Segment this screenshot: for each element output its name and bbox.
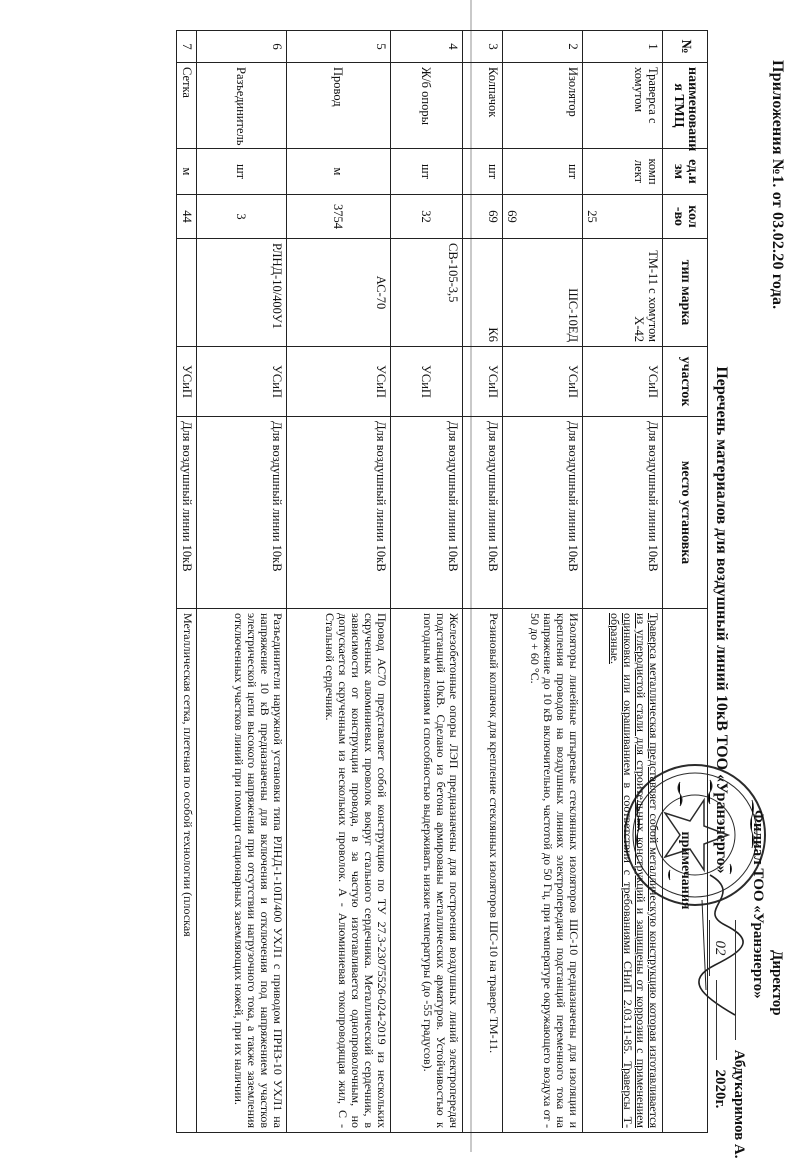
row-name: Ж/б опоры xyxy=(391,63,463,149)
row-unit: шт xyxy=(391,149,463,195)
row-name: Траверса с хомутом xyxy=(583,63,663,149)
row-mark: ТМ-11 с хомутом Х-42 xyxy=(583,239,663,347)
row-site: УСиП xyxy=(391,347,463,417)
row-note: Резиновый колпачок для крепление стеклянных изоляторов ШС-10 на траверс ТМ-11. xyxy=(463,609,503,1133)
col-name: наименовани я ТМЦ xyxy=(663,63,708,149)
table-row xyxy=(197,31,287,1133)
row-name: Изолятор xyxy=(503,63,583,149)
row-qty: 25 xyxy=(583,195,663,239)
col-note: примечания xyxy=(663,609,708,1133)
table-row xyxy=(503,31,583,1133)
row-note: Разъединители наружной установки типа РЛНД-1-10П/400 УХЛ1 с приводом ПРНЗ-10 УХЛ1 на напряжение 10 кВ предназначены для включения и отключения под напряжением участков электрической цепи высокого напряжения при отсутствии нагрузочного тока, а также заземления отключенных участков линий при помощи стационарных заземляющих ножей, при их наличии. xyxy=(197,609,287,1133)
table-row xyxy=(287,31,391,1133)
row-note: Изоляторы линейные штыревые стеклянных изоляторов ШС-10 предназначены для изоляции и крепления проводов на воздушных линиях электропередачи подстанций переменного тока на напряжение до 10 кВ включительно, частотой до 50 Гц, при температуре окружающего воздуха от - 50 до + 60 °С. xyxy=(503,609,583,1133)
row-name: Разъединитель xyxy=(197,63,287,149)
row-unit: шт xyxy=(197,149,287,195)
row-num: 1 xyxy=(583,31,663,63)
row-qty: 3754 xyxy=(287,195,391,239)
row-place: Для воздушный линии 10кВ xyxy=(197,417,287,609)
row-unit: м xyxy=(287,149,391,195)
approval-org: Филиал ТОО «Уранэнерго» xyxy=(750,810,766,999)
approval-block xyxy=(709,770,786,1159)
row-place: Для воздушный линии 10кВ xyxy=(463,417,503,609)
row-unit: шт xyxy=(503,149,583,195)
row-num: 5 xyxy=(287,31,391,63)
col-num: № xyxy=(663,31,708,63)
row-place: Для воздушный линии 10кВ xyxy=(177,417,197,609)
table-row xyxy=(177,31,197,1133)
col-mark: тип марка xyxy=(663,239,708,347)
appendix-heading: Приложения №1. от 03.02.20 года. xyxy=(769,60,786,310)
row-mark: РЛНД-10/400У1 xyxy=(197,239,287,347)
table-row xyxy=(391,31,463,1133)
row-mark: СВ-105-3,5 xyxy=(391,239,463,347)
row-qty: 69 xyxy=(463,195,503,239)
col-site: участок xyxy=(663,347,708,417)
row-unit: комп лект xyxy=(583,149,663,195)
row-unit: м xyxy=(177,149,197,195)
row-mark xyxy=(177,239,197,347)
document-title: Перечень материалов для воздушный линий 10кВ ТОО «Уранэнерго» xyxy=(713,366,730,874)
row-note: Провод АС70 представляет собой конструкцию по ТУ 27.3-23075526-024-2019 из нескольких скрученных алюминиевых проволок вокруг стального сердечника. Металлический сердечник, в зависимости от конструкции провода, в за частую изготавливается однопроволочным, но допускается скрученным из нескольких проволок. А - Алюминиевая токопроводящая жил, С - Стальной сердечник. xyxy=(287,609,391,1133)
row-num: 6 xyxy=(197,31,287,63)
date-line xyxy=(716,980,717,1060)
row-qty: 3 xyxy=(197,195,287,239)
table-row xyxy=(583,31,663,1133)
approval-date: 02 xyxy=(709,920,729,976)
row-note: Металлическая сетка, плетеная по особой технологии (плоская xyxy=(177,609,197,1133)
row-site: УСиП xyxy=(197,347,287,417)
signature-line xyxy=(735,920,736,1040)
row-unit: шт xyxy=(463,149,503,195)
approval-year: 2020г. xyxy=(712,1069,728,1109)
row-mark: К6 xyxy=(463,239,503,347)
row-name: Сетка xyxy=(177,63,197,149)
materials-table xyxy=(176,30,708,1133)
row-note: Железобетонные опоры ЛЭП предназначены для построения воздушных линий электропередач подстанций 10кВ. Сделано из бетона армированы металлических арматуров. Устойчивостью к погодным явлениям и способностью выдерживать низкие температуры (до -55 градусов). xyxy=(391,609,463,1133)
approval-name: Абдукаримов А. xyxy=(731,1049,747,1159)
row-mark: АС-70 xyxy=(287,239,391,347)
table-header-row xyxy=(663,31,708,1133)
col-unit: ед.и зм xyxy=(663,149,708,195)
approval-title: Директор xyxy=(769,950,785,1016)
row-site: УСиП xyxy=(177,347,197,417)
row-name: Колпачок xyxy=(463,63,503,149)
row-site: УСиП xyxy=(287,347,391,417)
row-place: Для воздушный линии 10кВ xyxy=(287,417,391,609)
row-site: УСиП xyxy=(503,347,583,417)
row-qty: 69 xyxy=(503,195,583,239)
row-qty: 32 xyxy=(391,195,463,239)
table-row xyxy=(463,31,503,1133)
row-num: 4 xyxy=(391,31,463,63)
row-place: Для воздушный линии 10кВ xyxy=(503,417,583,609)
row-name: Провод xyxy=(287,63,391,149)
row-place: Для воздушный линии 10кВ xyxy=(583,417,663,609)
row-site: УСиП xyxy=(463,347,503,417)
row-num: 7 xyxy=(177,31,197,63)
row-note: Траверса металлическая представляет собой металлическую конструкцию которая изготавливается из углеродистой стали для строительных конструкций и защищены от коррозии с применением оцинковки или окрашиванием в соответствии с требованиями СНиП 2.03.11-85. Траверсы Т-образные. xyxy=(583,609,663,1133)
col-qty: кол -во xyxy=(663,195,708,239)
row-mark: ШС-10ЕД xyxy=(503,239,583,347)
row-qty: 44 xyxy=(177,195,197,239)
row-num: 3 xyxy=(463,31,503,63)
row-num: 2 xyxy=(503,31,583,63)
row-site: УСиП xyxy=(583,347,663,417)
row-place: Для воздушный линии 10кВ xyxy=(391,417,463,609)
col-place: место установка xyxy=(663,417,708,609)
